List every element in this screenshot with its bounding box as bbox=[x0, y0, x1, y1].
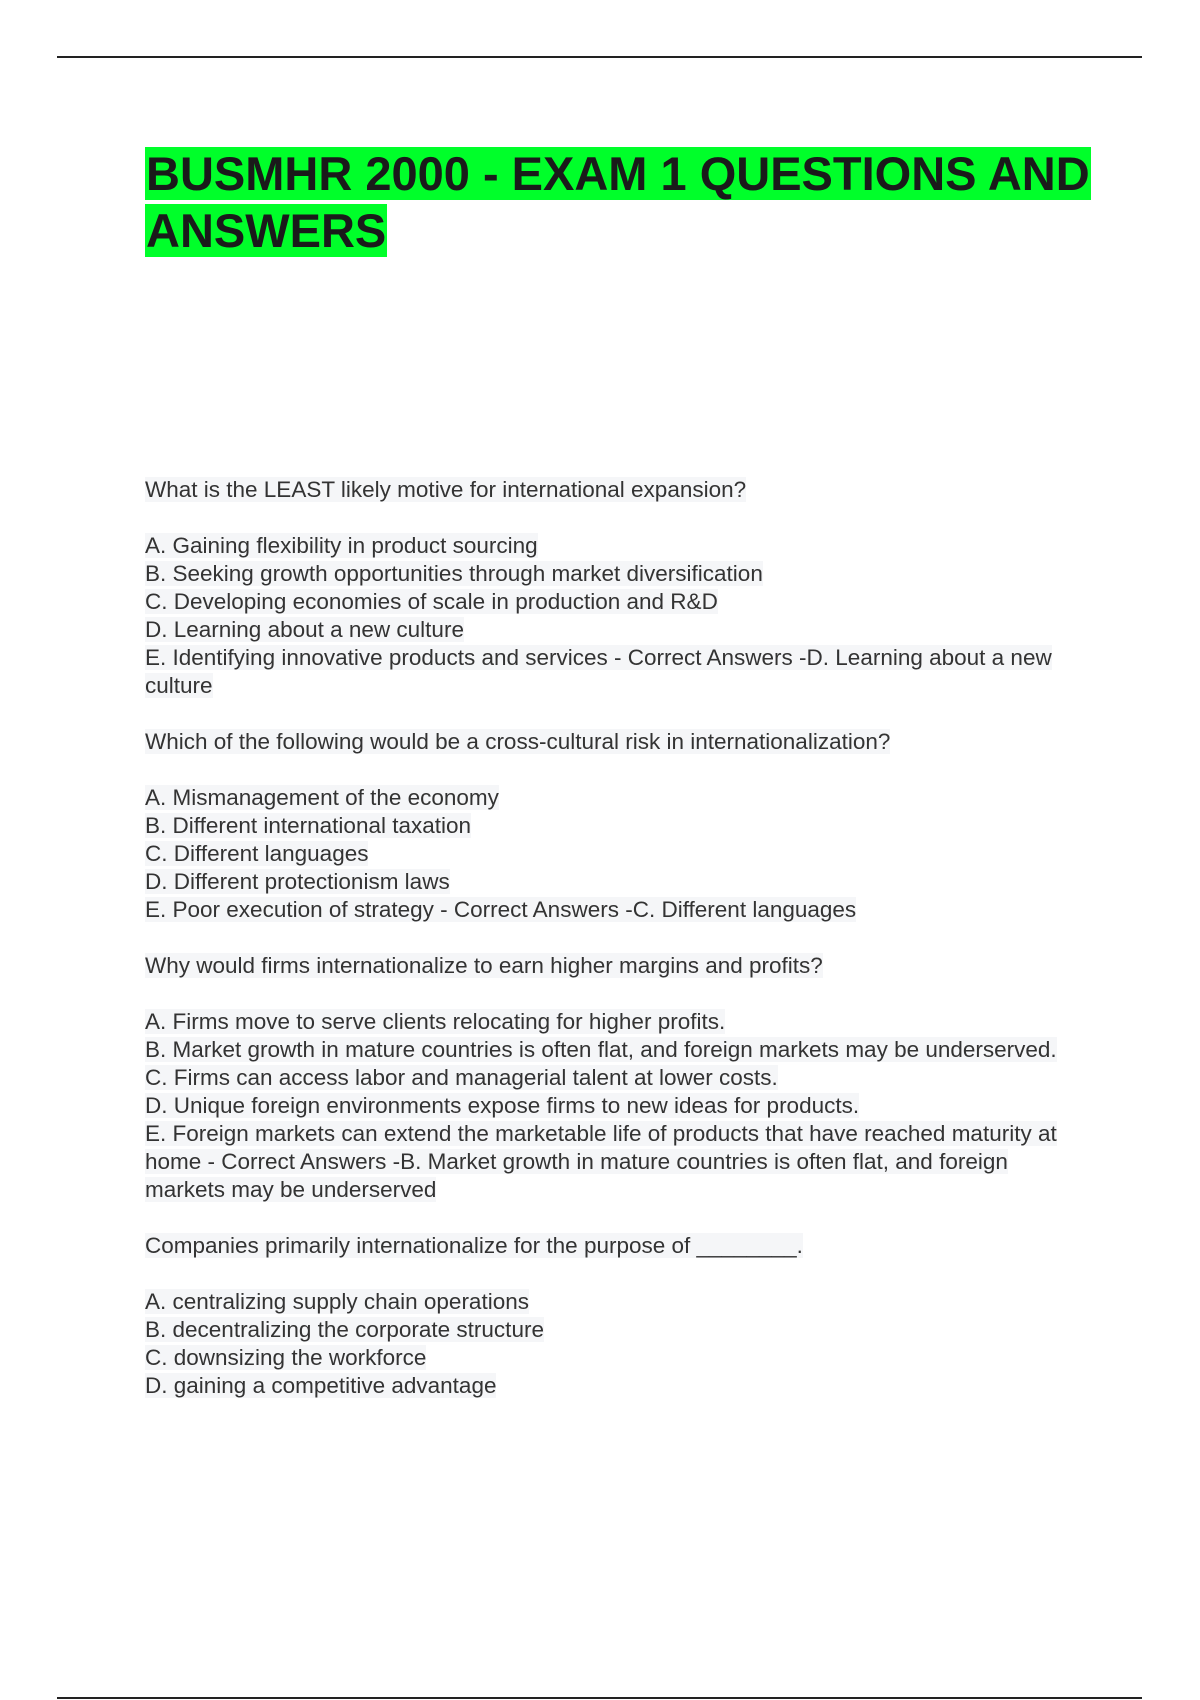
answer-option bbox=[145, 560, 1085, 588]
answer-option bbox=[145, 1092, 1085, 1120]
question-text bbox=[145, 728, 1085, 756]
answer-option bbox=[145, 1372, 1085, 1400]
question-block-4 bbox=[145, 1232, 1085, 1400]
answer-option bbox=[145, 588, 1085, 616]
document-body bbox=[145, 476, 1085, 1428]
answer-option-text: D. Learning about a new culture bbox=[145, 617, 464, 642]
answer-option-text: A. Mismanagement of the economy bbox=[145, 785, 499, 810]
answer-option bbox=[145, 868, 1085, 896]
answer-option-text: D. gaining a competitive advantage bbox=[145, 1373, 497, 1398]
answer-option-text: A. Gaining flexibility in product sourcing bbox=[145, 533, 538, 558]
top-rule bbox=[57, 56, 1142, 58]
question-text-span: Why would firms internationalize to earn higher margins and profits? bbox=[145, 953, 823, 978]
answer-option-text: B. decentralizing the corporate structure bbox=[145, 1317, 544, 1342]
answer-option bbox=[145, 616, 1085, 644]
answer-option-text: B. Different international taxation bbox=[145, 813, 472, 838]
document-title-text: BUSMHR 2000 - EXAM 1 QUESTIONS AND ANSWERS bbox=[146, 147, 1090, 257]
answer-option-text: B. Seeking growth opportunities through market diversification bbox=[145, 561, 763, 586]
answer-option bbox=[145, 1288, 1085, 1316]
answer-option-text: C. Different languages bbox=[145, 841, 369, 866]
question-text-span: Companies primarily internationalize for the purpose of ________. bbox=[145, 1233, 803, 1258]
answer-option-text: A. centralizing supply chain operations bbox=[145, 1289, 529, 1314]
question-block-3 bbox=[145, 952, 1085, 1204]
answer-option-with-correct-answer bbox=[145, 1120, 1085, 1204]
answer-option bbox=[145, 840, 1085, 868]
answer-option bbox=[145, 1344, 1085, 1372]
question-text-span: Which of the following would be a cross-cultural risk in internationalization? bbox=[145, 729, 891, 754]
answer-option bbox=[145, 1036, 1085, 1064]
question-text bbox=[145, 1232, 1085, 1260]
answer-option-text: C. downsizing the workforce bbox=[145, 1345, 427, 1370]
question-block-1 bbox=[145, 476, 1085, 700]
question-text bbox=[145, 476, 1085, 504]
answer-option-text: D. Different protectionism laws bbox=[145, 869, 450, 894]
answer-option-text: E. Foreign markets can extend the marketable life of products that have reached maturity at home - Correct Answers -B. Market growth in mature countries is often flat, and foreign markets may be underserved bbox=[145, 1121, 1057, 1202]
answer-option bbox=[145, 532, 1085, 560]
answer-option-with-correct-answer bbox=[145, 644, 1085, 700]
answer-option-text: C. Firms can access labor and managerial talent at lower costs. bbox=[145, 1065, 778, 1090]
answer-option-text: E. Identifying innovative products and services - Correct Answers -D. Learning about a new culture bbox=[145, 645, 1052, 698]
answer-option bbox=[145, 1064, 1085, 1092]
answer-option-text: A. Firms move to serve clients relocating for higher profits. bbox=[145, 1009, 726, 1034]
answer-option-text: C. Developing economies of scale in production and R&D bbox=[145, 589, 718, 614]
answer-option-text: E. Poor execution of strategy - Correct Answers -C. Different languages bbox=[145, 897, 857, 922]
answer-option bbox=[145, 812, 1085, 840]
answer-option bbox=[145, 1008, 1085, 1036]
bottom-rule bbox=[57, 1697, 1142, 1699]
answer-option-with-correct-answer bbox=[145, 896, 1085, 924]
answer-option-text: D. Unique foreign environments expose firms to new ideas for products. bbox=[145, 1093, 860, 1118]
answer-option-text: B. Market growth in mature countries is often flat, and foreign markets may be underserved. bbox=[145, 1037, 1057, 1062]
answer-option bbox=[145, 784, 1085, 812]
question-block-2 bbox=[145, 728, 1085, 924]
question-text bbox=[145, 952, 1085, 980]
answer-option bbox=[145, 1316, 1085, 1344]
document-title bbox=[145, 145, 1105, 259]
question-text-span: What is the LEAST likely motive for international expansion? bbox=[145, 477, 747, 502]
